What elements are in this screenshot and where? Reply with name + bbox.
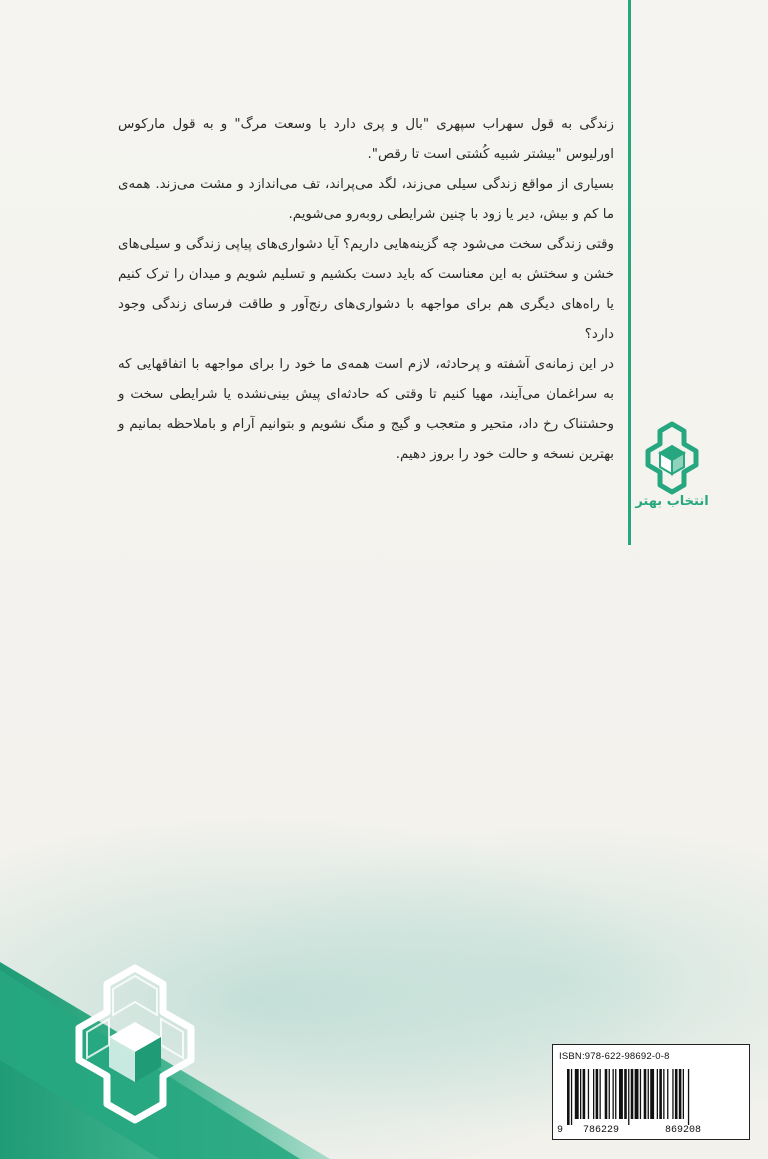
barcode-bar — [628, 1069, 629, 1125]
barcode-bar — [600, 1069, 601, 1119]
barcode-bar — [596, 1069, 599, 1119]
barcode-bars — [567, 1069, 743, 1125]
barcode-bar — [659, 1069, 662, 1119]
barcode-bar — [567, 1069, 570, 1125]
publisher-logo — [632, 420, 712, 525]
publisher-name: انتخاب بهتر — [635, 494, 709, 509]
blurb-paragraph-4: در این زمانه‌ی آشفته و پرحادثه، لازم است همه‌ی ما خود را برای مواجهه با اتفاقهایی که به سراغمان می‌آیند، مهیا کنیم تا وقتی که حادثه‌ای پیش بینی‌نشده یا شرایطی سخت و وحشتناک رخ داد، متحیر و متعجب و گیج و منگ نشویم و بتوانیم آرام و باملاحظه بمانیم و بهترین نسخه و حالت خود را بروز دهیم. — [118, 357, 614, 462]
barcode-digit-first: 9 — [557, 1125, 564, 1136]
barcode-bar — [663, 1069, 664, 1119]
barcode-bar — [583, 1069, 586, 1119]
barcode-bar — [615, 1069, 616, 1119]
barcode-bar — [683, 1069, 684, 1119]
barcode-bar — [619, 1069, 623, 1119]
barcode-bar — [648, 1069, 649, 1119]
blurb-paragraph-2: بسیاری از مواقع زندگی سیلی می‌زند، لگد می‌پراند، تف می‌اندازد و مشت می‌زند. همه‌ی ما کم و بیش، دیر یا زود با چنین شرایطی روبه‌رو می‌شویم. — [118, 177, 614, 222]
cube-cross-logo-icon — [632, 420, 712, 495]
barcode-bar — [640, 1069, 641, 1119]
large-cube-cross-logo-icon — [40, 960, 230, 1130]
barcode-bar — [624, 1069, 627, 1119]
barcode-bar — [679, 1069, 682, 1119]
barcode-bar — [650, 1069, 654, 1119]
barcode-bar — [667, 1069, 668, 1119]
green-divider-line — [628, 0, 631, 545]
blurb-paragraph-1: زندگی به قول سهراب سپهری "بال و پری دارد با وسعت مرگ" و به قول مارکوس اورلیوس "بیشتر شبیه کُشتی است تا رقص". — [118, 117, 614, 162]
barcode-bar — [635, 1069, 639, 1119]
barcode-bar — [613, 1069, 614, 1119]
barcode-bar — [631, 1069, 634, 1119]
blurb-text — [118, 110, 614, 470]
blurb-paragraph-3: وقتی زندگی سخت می‌شود چه گزینه‌هایی داریم؟ آیا دشواری‌های پیاپی زندگی و سیلی‌های خشن و سختش به این معناست که باید دست بکشیم و تسلیم شویم و میدان را ترک کنیم یا راه‌های دیگری هم برای مواجهه با دشواری‌های رنج‌آور و طاقت فرسای زندگی وجود دارد؟ — [118, 237, 614, 342]
barcode-bar — [588, 1069, 589, 1119]
barcode-bar — [571, 1069, 572, 1125]
barcode-digits-right: 869208 — [665, 1125, 702, 1136]
barcode-bar — [672, 1069, 673, 1119]
barcode-bar — [657, 1069, 658, 1119]
barcode-bar — [609, 1069, 610, 1119]
isbn-barcode — [552, 1044, 750, 1140]
isbn-label: ISBN:978-622-98692-0-8 — [559, 1051, 670, 1062]
barcode-bar — [580, 1069, 581, 1119]
barcode-bar — [605, 1069, 608, 1119]
barcode-digits-left: 786229 — [583, 1125, 620, 1136]
barcode-bar — [575, 1069, 579, 1119]
barcode-bar — [675, 1069, 678, 1119]
barcode-bar — [688, 1069, 689, 1125]
barcode-bar — [593, 1069, 594, 1119]
barcode-bar — [644, 1069, 647, 1119]
